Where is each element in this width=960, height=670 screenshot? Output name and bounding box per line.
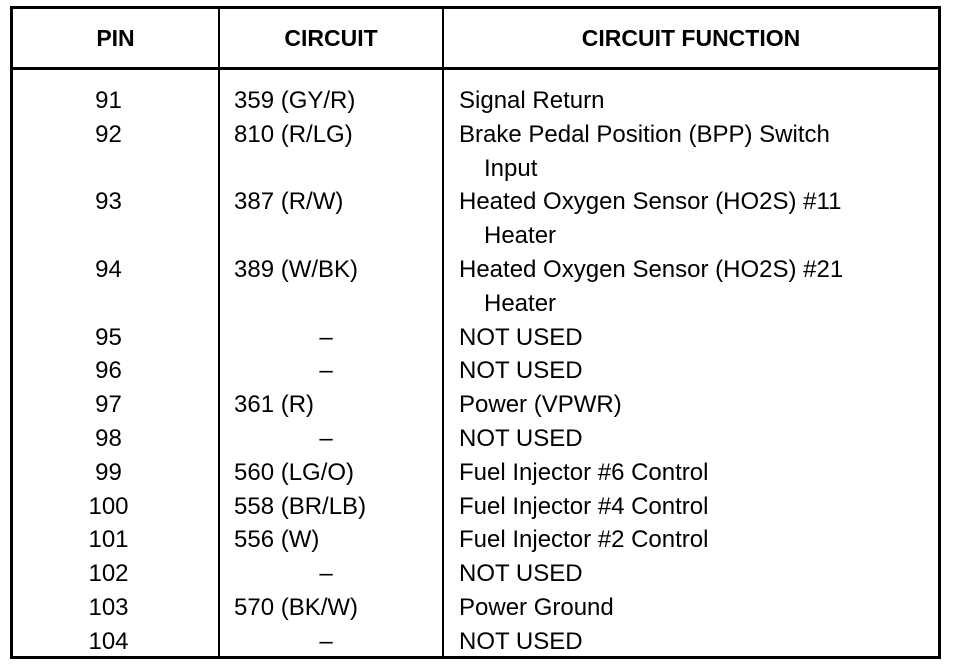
circuit-cell: –	[319, 323, 333, 351]
pin-cell: 101	[88, 526, 129, 554]
pin-column	[13, 69, 219, 659]
circuit-cell: 361 (R)	[234, 391, 315, 419]
function-cell: NOT USED	[459, 627, 583, 655]
circuit-cell: 389 (W/BK)	[234, 255, 359, 283]
function-cell: Input	[484, 154, 538, 182]
pin-cell: 98	[95, 424, 122, 452]
circuit-cell-continuation	[220, 219, 442, 253]
header-circuit-function: CIRCUIT FUNCTION	[443, 9, 938, 69]
function-cell: Heater	[484, 222, 557, 250]
circuit-cell: 556 (W)	[234, 526, 320, 554]
circuit-cell-continuation	[220, 287, 442, 321]
function-cell: Heated Oxygen Sensor (HO2S) #21	[459, 255, 844, 283]
pin-cell-continuation	[13, 219, 218, 253]
pin-cell: 93	[95, 188, 122, 216]
function-cell: NOT USED	[459, 323, 583, 351]
circuit-cell: 560 (LG/O)	[234, 458, 355, 486]
function-cell: Power Ground	[459, 593, 614, 621]
circuit-cell: 810 (R/LG)	[234, 120, 353, 148]
pin-cell: 91	[95, 87, 122, 114]
function-cell: Signal Return	[459, 87, 605, 114]
circuit-cell: 359 (GY/R)	[234, 87, 356, 114]
pin-cell: 95	[95, 323, 122, 351]
circuit-cell: –	[319, 627, 333, 655]
circuit-cell: 570 (BK/W)	[234, 593, 359, 621]
header-pin: PIN	[13, 9, 219, 69]
circuit-cell: –	[319, 424, 333, 452]
circuit-cell: 558 (BR/LB)	[234, 492, 367, 520]
function-cell: NOT USED	[459, 424, 583, 452]
pin-circuit-table	[10, 6, 941, 659]
header-circuit: CIRCUIT	[219, 9, 443, 69]
function-cell: NOT USED	[459, 560, 583, 588]
pin-cell-continuation	[13, 287, 218, 321]
pin-cell: 96	[95, 357, 122, 385]
circuit-cell: –	[319, 357, 333, 385]
function-cell: Fuel Injector #2 Control	[459, 526, 709, 554]
pin-cell: 94	[95, 255, 122, 283]
pin-cell: 102	[88, 560, 129, 588]
pin-cell: 99	[95, 458, 122, 486]
table-body-row	[13, 69, 938, 659]
pin-cell: 100	[88, 492, 129, 520]
function-cell: Fuel Injector #6 Control	[459, 458, 709, 486]
circuit-cell: 387 (R/W)	[234, 188, 344, 216]
circuit-column	[219, 69, 443, 659]
pin-cell-continuation	[13, 152, 218, 186]
function-cell: Brake Pedal Position (BPP) Switch	[459, 120, 830, 148]
function-cell: Heater	[484, 289, 557, 317]
circuit-cell: –	[319, 560, 333, 588]
function-cell: Power (VPWR)	[459, 391, 622, 419]
function-cell: Fuel Injector #4 Control	[459, 492, 709, 520]
pin-cell: 97	[95, 391, 122, 419]
pin-cell: 92	[95, 120, 122, 148]
pin-table	[13, 9, 938, 659]
pin-cell: 103	[88, 593, 129, 621]
pin-cell: 104	[88, 627, 129, 655]
function-cell: Heated Oxygen Sensor (HO2S) #11	[459, 188, 842, 216]
function-cell: NOT USED	[459, 357, 583, 385]
header-row	[13, 9, 938, 69]
circuit-cell-continuation	[220, 152, 442, 186]
function-column	[443, 69, 938, 659]
